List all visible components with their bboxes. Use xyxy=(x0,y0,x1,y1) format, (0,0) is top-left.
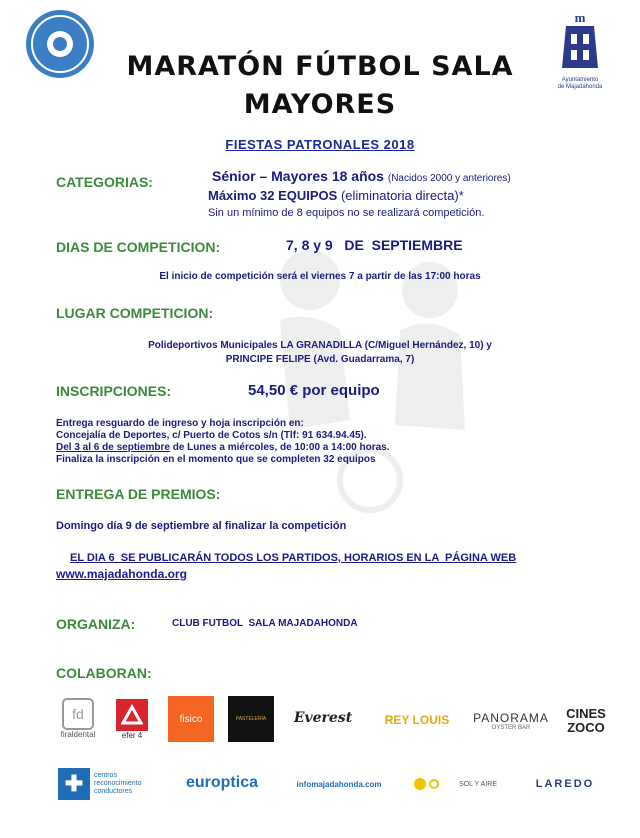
inscripciones-line1: Entrega resguardo de ingreso y hoja inscripción en: xyxy=(56,418,304,429)
sponsor-black-logo: PASTELERÍA xyxy=(228,696,274,742)
medical-cross-icon: ✚ xyxy=(58,768,90,800)
dias-note: El inicio de competición será el viernes 7 a partir de las 17:00 horas xyxy=(159,271,481,282)
firaldental-mark: fd xyxy=(62,698,94,730)
inscripciones-line4: Finaliza la inscripción en el momento que se completen 32 equipos xyxy=(56,454,376,465)
sponsor-cines-zoco xyxy=(558,700,614,742)
lugar-label: LUGAR COMPETICION: xyxy=(56,305,214,321)
sponsor-everest: Everest xyxy=(293,710,353,726)
title-line2: MAYORES xyxy=(243,89,397,120)
categorias-line3: Sin un mínimo de 8 equipos no se realizará competición. xyxy=(208,207,485,219)
publicacion-line: EL DIA 6 SE PUBLICARÁN TODOS LOS PARTIDOS, HORARIOS EN LA PÁGINA WEB xyxy=(70,552,517,564)
organiza-label: ORGANIZA: xyxy=(56,616,136,632)
panorama-sub: OYSTER BAR xyxy=(491,725,531,731)
subtitle: FIESTAS PATRONALES 2018 xyxy=(225,137,415,152)
premios-label: ENTREGA DE PREMIOS: xyxy=(56,486,221,502)
categorias-line1-main: Sénior – Mayores 18 años xyxy=(212,168,384,184)
colaboran-label: COLABORAN: xyxy=(56,665,152,681)
sponsor-infomajadahonda: infomajadahonda.com xyxy=(296,779,382,789)
sponsor-rey-louis: REY LOUIS xyxy=(384,713,450,727)
dias-label: DIAS DE COMPETICION: xyxy=(56,239,221,255)
cines-text: CINES xyxy=(566,706,606,721)
categorias-line2-main: Máximo 32 EQUIPOS xyxy=(208,188,338,203)
page-title xyxy=(110,48,530,124)
town-caption-line2: de Majadahonda xyxy=(557,84,603,90)
sponsor-europtica: europtica xyxy=(185,774,258,791)
inscripciones-line3 xyxy=(56,442,390,454)
efer4-text: efer 4 xyxy=(121,730,143,740)
inscripciones-line2: Concejalía de Deportes, c/ Puerto de Cotos s/n (Tlf: 91 634.94.45). xyxy=(56,430,367,441)
sun-icon xyxy=(408,772,444,796)
town-hall-emblem-icon xyxy=(558,10,602,72)
club-crest-icon xyxy=(24,8,96,80)
categorias-line1-note: (Nacidos 2000 y anteriores) xyxy=(387,173,511,184)
triangle-icon xyxy=(121,704,143,726)
sponsor-fisico: fisico xyxy=(168,696,214,742)
inscripciones-label: INSCRIPCIONES: xyxy=(56,383,172,399)
inscripciones-price: 54,50 € por equipo xyxy=(248,382,380,399)
efer4-mark xyxy=(116,699,148,731)
panorama-text: PANORAMA xyxy=(473,711,549,725)
categorias-line1 xyxy=(212,168,511,184)
sponsor-laredo: LAREDO xyxy=(535,778,595,790)
svg-text:m: m xyxy=(574,10,586,25)
players-watermark xyxy=(220,220,520,520)
sponsor-sol-icon-box xyxy=(404,770,448,798)
sponsor-sol-y-aire: SOL Y AIRE xyxy=(458,780,497,788)
categorias-line2-note: (eliminatoria directa)* xyxy=(340,188,464,203)
sponsor-efer4 xyxy=(112,696,152,742)
categorias-label: CATEGORIAS: xyxy=(56,174,153,190)
sponsor-panorama xyxy=(472,706,550,736)
premios-note: Domingo día 9 de septiembre al finalizar la competición xyxy=(56,520,347,532)
title-line1: MARATÓN FÚTBOL SALA xyxy=(126,51,514,82)
zoco-text: ZOCO xyxy=(567,720,605,735)
sponsor-firaldental xyxy=(52,690,104,746)
inscripciones-dates: Del 3 al 6 de septiembre xyxy=(56,442,170,453)
town-logo xyxy=(548,10,612,92)
lugar-line1: Polideportivos Municipales LA GRANADILLA (C/Miguel Hernández, 10) y xyxy=(148,340,492,351)
categorias-line2 xyxy=(208,188,464,203)
firaldental-text: firaldental xyxy=(60,729,96,739)
club-logo xyxy=(24,8,96,80)
website-link[interactable]: www.majadahonda.org xyxy=(56,567,187,581)
centros-text: centros reconocimiento conductores xyxy=(94,772,142,795)
town-caption-line1: Ayuntamiento xyxy=(561,77,599,83)
lugar-line2: PRINCIPE FELIPE (Avd. Guadarrama, 7) xyxy=(225,354,415,365)
organiza-value: CLUB FUTBOL SALA MAJADAHONDA xyxy=(172,618,358,629)
dias-value: 7, 8 y 9 DE SEPTIEMBRE xyxy=(286,237,463,253)
sponsor-centros-reconocimiento xyxy=(58,766,158,802)
inscripciones-hours: de Lunes a miércoles, de 10:00 a 14:00 horas. xyxy=(169,442,390,453)
